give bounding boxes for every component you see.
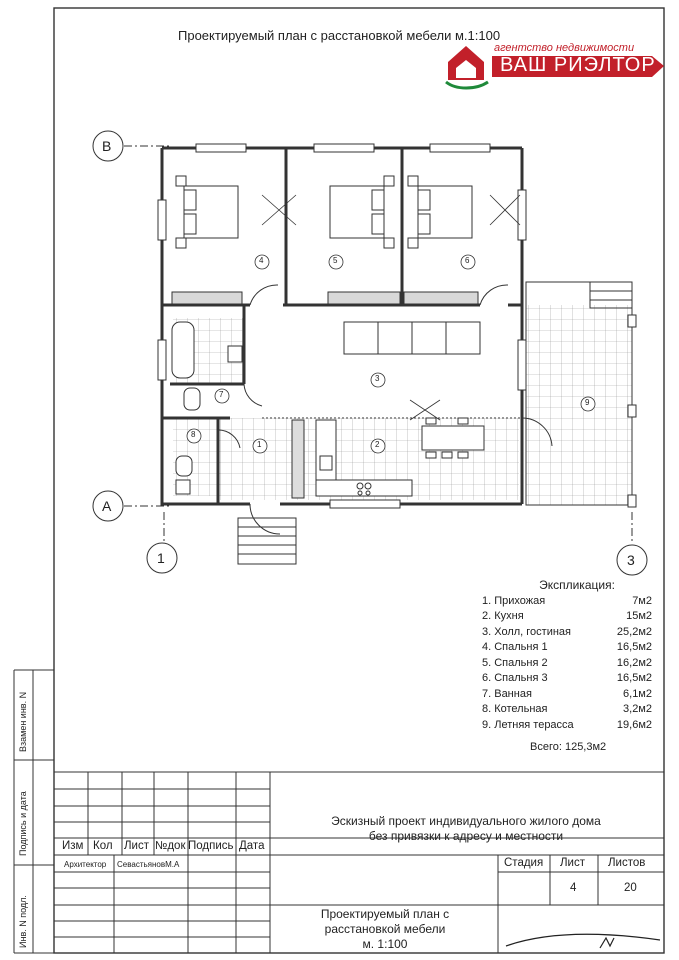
logo-name: ВАШ РИЭЛТОР: [500, 54, 656, 76]
stamp-col-signature: Подпись: [188, 840, 234, 852]
axis-label-a: А: [102, 498, 112, 514]
stamp-col-date: Дата: [239, 840, 265, 852]
explication-total: Всего: 125,3м2: [530, 741, 607, 753]
explication-row: 4. Спальня 1 16,5м2: [482, 641, 652, 653]
explication-row: 6. Спальня 3 16,5м2: [482, 672, 652, 684]
logo-tagline: агентство недвижимости: [494, 42, 635, 54]
stamp-sheets-header: Листов: [608, 857, 646, 869]
side-label-inventory: Инв. N подл.: [18, 895, 28, 948]
plan-title: Проектируемый план с расстановкой мебели м.1:100: [178, 28, 501, 43]
room-number: 7: [219, 390, 224, 399]
axis-label-1: 1: [157, 550, 165, 566]
explication-row: 8. Котельная 3,2м2: [482, 703, 652, 715]
beds: [176, 176, 472, 248]
stamp-col-ndok: №док: [155, 840, 186, 852]
stamp-role: Архитектор: [64, 860, 107, 869]
room-number: 2: [375, 440, 380, 449]
room-number: 6: [465, 256, 470, 265]
axis-label-3: 3: [627, 552, 635, 568]
stamp-sheets-value: 20: [624, 882, 637, 894]
stamp-sheet-value: 4: [570, 882, 577, 894]
stamp-stage-header: Стадия: [504, 857, 544, 869]
stamp-col-list: Лист: [124, 840, 149, 852]
room-number: 1: [257, 440, 262, 449]
explication-table: [482, 578, 652, 733]
room-number: 3: [375, 374, 380, 383]
explication-row: 3. Холл, гостиная 25,2м2: [482, 625, 652, 638]
stamp-col-kol: Кол: [93, 840, 113, 852]
room-number: 8: [191, 430, 196, 439]
side-label-signature: Подпись и дата: [18, 791, 28, 856]
lamps: [262, 195, 520, 420]
axis-label-b: В: [102, 138, 112, 154]
explication-row: 7. Ванная 6,1м2: [482, 687, 652, 700]
explication-row: 2. Кухня 15м2: [482, 610, 652, 622]
sheet-name: Проектируемый план с расстановкой мебели м. 1:100: [320, 907, 450, 951]
room-number: 5: [333, 256, 338, 265]
entrance-steps: [238, 518, 296, 564]
explication-title: Экспликация:: [539, 578, 615, 592]
signature-mark: [506, 934, 660, 948]
explication-row: 5. Спальня 2 16,2м2: [482, 656, 652, 669]
explication-row: 9. Летняя терасса 19,6м2: [482, 718, 652, 731]
side-label-replace: Взамен инв. N: [18, 691, 28, 752]
sofa: [344, 322, 480, 354]
room-number: 9: [585, 398, 590, 407]
stamp-sheet-header: Лист: [560, 857, 585, 869]
room-number: 4: [259, 256, 264, 265]
stamp-person: СевастьяновМ.А: [117, 860, 180, 869]
project-description: Эскизный проект индивидуального жилого дома без привязки к адресу и местности: [331, 814, 601, 843]
stamp-col-izm: Изм: [62, 840, 84, 852]
wardrobes: [172, 292, 478, 304]
explication-row: 1. Прихожая 7м2: [482, 594, 652, 607]
